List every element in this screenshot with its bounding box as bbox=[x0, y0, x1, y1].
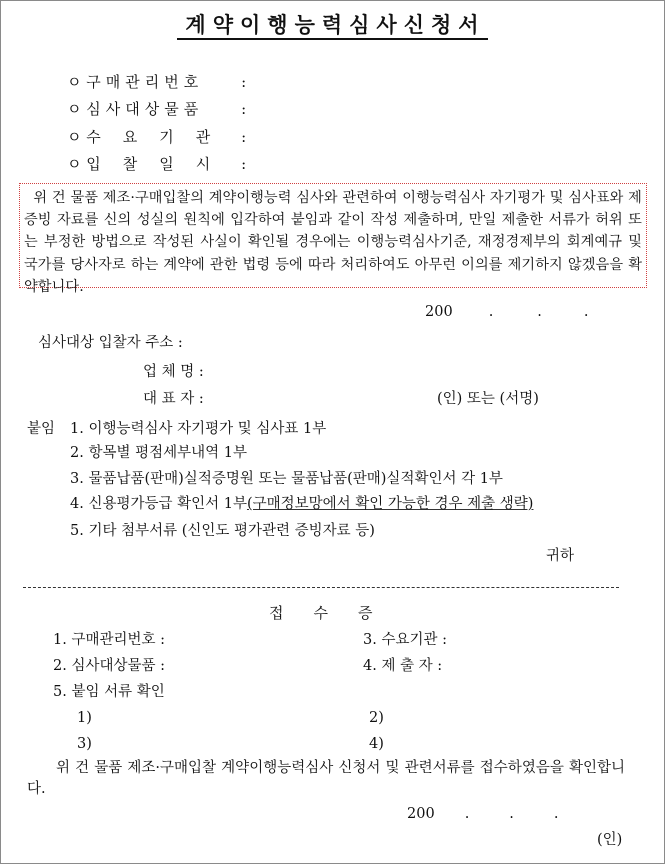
receipt-sub-2: 2) bbox=[369, 710, 384, 726]
cut-line bbox=[23, 587, 619, 588]
receipt-sub-4: 4) bbox=[369, 736, 384, 752]
field-label: 심사대상물품 bbox=[86, 100, 204, 118]
field-label: 구매관리번호 bbox=[86, 73, 204, 91]
attachment-item-3: 3. 물품납품(판매)실적증명원 또는 물품납품(판매)실적확인서 각 1부 bbox=[70, 471, 503, 487]
receipt-confirmation: 위 건 물품 제조·구매입찰 계약이행능력심사 신청서 및 관련서류를 접수하였음을 확인합니다. bbox=[27, 760, 625, 797]
field-target-goods bbox=[67, 100, 246, 118]
representative-label: 대 표 자 : bbox=[143, 391, 204, 407]
field-bullet: ㅇ bbox=[67, 128, 82, 146]
addressee: 귀하 bbox=[546, 548, 575, 564]
field-colon: : bbox=[241, 73, 247, 91]
company-name-label: 업 체 명 : bbox=[143, 364, 204, 380]
receipt-sub-3: 3) bbox=[77, 736, 92, 752]
receipt-sub-1: 1) bbox=[77, 710, 92, 726]
application-date: 200 . . . bbox=[425, 304, 589, 320]
receipt-item-2: 2. 심사대상물품 : bbox=[53, 658, 165, 674]
field-label: 수요기관 bbox=[86, 128, 233, 146]
seal-or-signature: (인) 또는 (서명) bbox=[437, 391, 539, 407]
field-purchase-number bbox=[67, 73, 246, 91]
field-demand-agency bbox=[67, 128, 246, 146]
attachment-item-1: 1. 이행능력심사 자기평가 및 심사표 1부 bbox=[70, 421, 327, 437]
field-colon: : bbox=[241, 128, 247, 146]
receipt-title: 접수증 bbox=[269, 604, 403, 622]
field-colon: : bbox=[241, 100, 247, 118]
applicant-address-label: 심사대상 입찰자 주소 : bbox=[38, 335, 183, 351]
attachment-item-4: 4. 신용평가등급 확인서 1부(구매정보망에서 확인 가능한 경우 제출 생략) bbox=[70, 496, 534, 512]
receipt-item-5: 5. 붙임 서류 확인 bbox=[53, 684, 165, 700]
attachment-note: (구매정보망에서 확인 가능한 경우 제출 생략) bbox=[246, 496, 534, 512]
attachment-item-2: 2. 항목별 평점세부내역 1부 bbox=[70, 445, 247, 461]
receipt-item-4: 4. 제 출 자 : bbox=[363, 658, 443, 674]
document-title: 계약이행능력심사신청서 bbox=[1, 9, 664, 39]
field-bid-datetime bbox=[67, 155, 246, 173]
receipt-date: 200 . . . bbox=[407, 806, 559, 822]
receipt-item-3: 3. 수요기관 : bbox=[363, 632, 447, 648]
attachments-lead: 붙임 bbox=[27, 421, 56, 437]
pledge-paragraph: 위 건 물품 제조·구매입찰의 계약이행능력 심사와 관련하여 이행능력심사 자기평가 및 심사표와 제증빙 자료를 신의 성실의 원칙에 입각하여 붙임과 같이 작성 제출하며, 만일 제출한 서류가 허위 또는 부정한 방법으로 작성된 사실이 확인될 경우에는 이행능력심사기준, 재정경제부의 회계예규 및 국가를 당사자로 하는 계약에 관한 법령 등에 따라 처리하여도 아무런 이의를 제기하지 않겠음을 확약합니다. bbox=[19, 183, 647, 288]
field-colon: : bbox=[241, 155, 247, 173]
field-bullet: ㅇ bbox=[67, 155, 82, 173]
field-bullet: ㅇ bbox=[67, 100, 82, 118]
attachment-item-5: 5. 기타 첨부서류 (신인도 평가관련 증빙자료 등) bbox=[70, 523, 375, 539]
field-label: 입찰일시 bbox=[86, 155, 233, 173]
field-bullet: ㅇ bbox=[67, 73, 82, 91]
receipt-seal: (인) bbox=[597, 832, 623, 848]
receipt-item-1: 1. 구매관리번호 : bbox=[53, 632, 165, 648]
